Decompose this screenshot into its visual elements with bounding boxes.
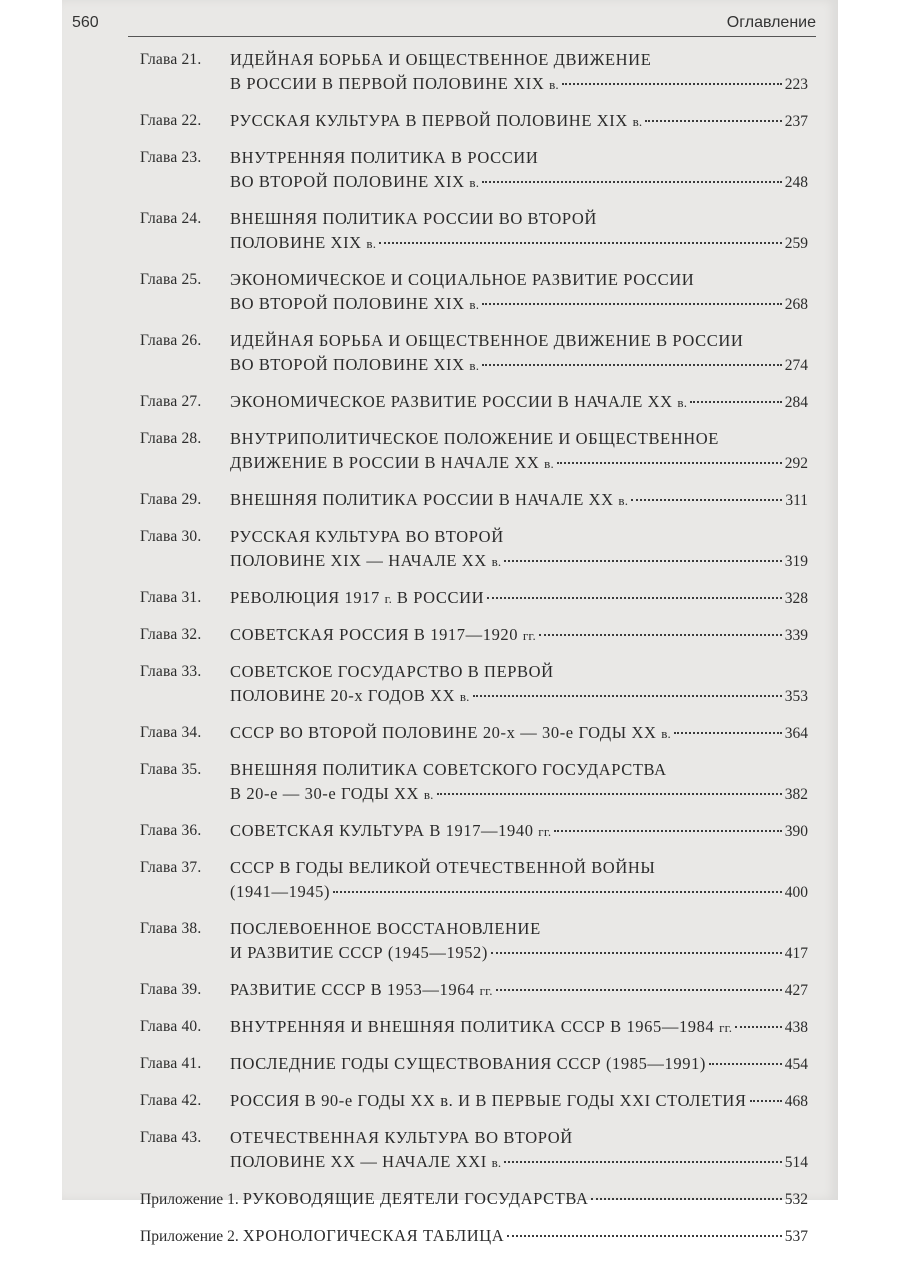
toc-entry (140, 268, 808, 317)
running-header (72, 8, 816, 38)
chapter-label: Глава 30. (140, 528, 202, 545)
chapter-title-text: ПОЛОВИНЕ 20-х ГОДОВ XX в. (230, 686, 470, 705)
section-title: Оглавление (726, 14, 816, 31)
toc-entry (140, 1089, 808, 1114)
chapter-page-number: 514 (784, 1154, 808, 1171)
chapter-title (230, 721, 808, 746)
chapter-title-line: ВНЕШНЯЯ ПОЛИТИКА СОВЕТСКОГО ГОСУДАРСТВА (230, 760, 667, 779)
chapter-title-text: В 20-е — 30-е ГОДЫ XX в. (230, 784, 434, 803)
chapter-title (230, 427, 808, 476)
chapter-title-suffix: в. (491, 1155, 502, 1170)
chapter-title-suffix: гг. (522, 628, 536, 643)
chapter-label: Глава 42. (140, 1092, 202, 1109)
chapter-title-suffix: в. (491, 554, 502, 569)
appendix-label: Приложение 2. (140, 1228, 239, 1245)
chapter-title-suffix: в. (549, 77, 559, 92)
chapter-page-number: 364 (784, 725, 808, 742)
toc-entry (140, 146, 808, 195)
chapter-title-line: ПОСЛЕВОЕННОЕ ВОССТАНОВЛЕНИЕ (230, 919, 541, 938)
chapter-title-text: ВО ВТОРОЙ ПОЛОВИНЕ XIX в. (230, 355, 480, 374)
chapter-title-text: РЕВОЛЮЦИЯ 1917 г. В РОССИИ (230, 588, 485, 607)
chapter-label: Глава 36. (140, 822, 202, 839)
appendix-title: ХРОНОЛОГИЧЕСКАЯ ТАБЛИЦА (242, 1226, 505, 1245)
chapter-page-number: 400 (784, 884, 808, 901)
chapter-title-line: ВНЕШНЯЯ ПОЛИТИКА РОССИИ ВО ВТОРОЙ (230, 209, 597, 228)
chapter-title-last-line (230, 978, 808, 1003)
chapter-title (230, 1089, 808, 1114)
toc-entry (140, 109, 808, 134)
chapter-title-last-line (230, 1015, 808, 1040)
chapter-page-number: 328 (784, 590, 808, 607)
chapter-title-last-line (230, 170, 808, 195)
dot-leader (690, 401, 782, 403)
chapter-title (230, 48, 808, 97)
chapter-title-last-line (230, 451, 808, 476)
chapter-title-suffix: в. (469, 358, 480, 373)
chapter-title-text: СССР ВО ВТОРОЙ ПОЛОВИНЕ 20-х — 30-е ГОДЫ XX в. (230, 723, 672, 742)
chapter-title-suffix: в. (459, 689, 470, 704)
dot-leader (482, 181, 782, 183)
dot-leader (482, 364, 782, 366)
dot-leader (473, 695, 782, 697)
chapter-page-number: 438 (784, 1019, 808, 1036)
toc-entry (140, 1015, 808, 1040)
toc-entry (140, 1126, 808, 1175)
chapter-title-text: ВО ВТОРОЙ ПОЛОВИНЕ XIX в. (230, 294, 480, 313)
toc-entry (140, 660, 808, 709)
chapter-page-number: 268 (784, 296, 808, 313)
chapter-label: Глава 43. (140, 1129, 202, 1146)
toc-entry (140, 917, 808, 966)
toc-entry (140, 721, 808, 746)
chapter-title-last-line (230, 721, 808, 746)
toc-entry (140, 1052, 808, 1077)
dot-leader (482, 303, 782, 305)
chapter-title-text: ПОЛОВИНЕ XIX в. (230, 233, 377, 252)
chapter-title-suffix: в. (366, 236, 377, 251)
chapter-title-line: ОТЕЧЕСТВЕННАЯ КУЛЬТУРА ВО ВТОРОЙ (230, 1128, 573, 1147)
chapter-title-line: ЭКОНОМИЧЕСКОЕ И СОЦИАЛЬНОЕ РАЗВИТИЕ РОССИИ (230, 270, 695, 289)
chapter-title (230, 917, 808, 966)
toc-entry (140, 427, 808, 476)
chapter-title-text: (1941—1945) (230, 882, 331, 901)
dot-leader (631, 499, 782, 501)
chapter-title (230, 978, 808, 1003)
chapter-title (230, 819, 808, 844)
chapter-page-number: 339 (784, 627, 808, 644)
chapter-title (230, 488, 808, 513)
chapter-title-last-line (230, 390, 808, 415)
dot-leader (645, 120, 781, 122)
header-rule (128, 36, 816, 37)
chapter-title-last-line (230, 782, 808, 807)
chapter-title (230, 207, 808, 256)
chapter-title (230, 1052, 808, 1077)
chapter-title-suffix: в. (544, 456, 554, 471)
chapter-title-last-line (230, 353, 808, 378)
chapter-title-suffix: в. (618, 493, 629, 508)
chapter-page-number: 292 (784, 455, 808, 472)
appendix-entry (140, 1224, 808, 1249)
toc-entry (140, 390, 808, 415)
chapter-label: Глава 34. (140, 724, 202, 741)
chapter-title (230, 660, 808, 709)
chapter-page-number: 284 (784, 394, 808, 411)
chapter-title-last-line (230, 623, 808, 648)
chapter-title (230, 856, 808, 905)
toc-entry (140, 819, 808, 844)
chapter-label: Глава 31. (140, 589, 202, 606)
chapter-title-suffix: в. (423, 787, 434, 802)
chapter-title-suffix: г. (384, 591, 393, 606)
chapter-title-last-line (230, 586, 808, 611)
appendix-label: Приложение 1. (140, 1191, 239, 1208)
chapter-label: Глава 29. (140, 491, 202, 508)
chapter-title-last-line (230, 231, 808, 256)
chapter-page-number: 382 (784, 786, 808, 803)
chapter-label: Глава 33. (140, 663, 202, 680)
dot-leader (333, 891, 782, 893)
chapter-title-text: РУССКАЯ КУЛЬТУРА В ПЕРВОЙ ПОЛОВИНЕ XIX в. (230, 111, 643, 130)
chapter-title (230, 390, 808, 415)
chapter-title-last-line (230, 819, 808, 844)
chapter-title (230, 329, 808, 378)
toc-entry (140, 329, 808, 378)
toc-entry (140, 978, 808, 1003)
chapter-page-number: 417 (784, 945, 808, 962)
chapter-title-suffix: в. (469, 297, 480, 312)
chapter-title-text: ПОЛОВИНЕ XIX — НАЧАЛЕ XX в. (230, 551, 502, 570)
chapter-title-last-line (230, 72, 808, 97)
chapter-title-line: СОВЕТСКОЕ ГОСУДАРСТВО В ПЕРВОЙ (230, 662, 554, 681)
dot-leader (735, 1026, 782, 1028)
toc-entry (140, 525, 808, 574)
chapter-label: Глава 28. (140, 430, 202, 447)
toc-entry (140, 758, 808, 807)
chapter-title-last-line (230, 880, 808, 905)
chapter-title (230, 623, 808, 648)
dot-leader (674, 732, 782, 734)
chapter-title (230, 109, 808, 134)
chapter-title-text: И РАЗВИТИЕ СССР (1945—1952) (230, 943, 489, 962)
dot-leader (496, 989, 782, 991)
chapter-title-last-line (230, 684, 808, 709)
dot-leader (504, 560, 781, 562)
chapter-page-number: 353 (784, 688, 808, 705)
chapter-title (230, 146, 808, 195)
chapter-label: Глава 39. (140, 981, 202, 998)
chapter-label: Глава 37. (140, 859, 202, 876)
chapter-label: Глава 21. (140, 51, 202, 68)
chapter-page-number: 319 (784, 553, 808, 570)
chapter-title-text: ВНЕШНЯЯ ПОЛИТИКА РОССИИ В НАЧАЛЕ XX в. (230, 490, 629, 509)
chapter-title-suffix: в. (677, 395, 688, 410)
toc-entry (140, 856, 808, 905)
chapter-page-number: 248 (784, 174, 808, 191)
chapter-title (230, 268, 808, 317)
chapter-title-line: СССР В ГОДЫ ВЕЛИКОЙ ОТЕЧЕСТВЕННОЙ ВОЙНЫ (230, 858, 656, 877)
toc-entry (140, 488, 808, 513)
chapter-page-number: 274 (784, 357, 808, 374)
appendix-line (140, 1224, 808, 1249)
toc-entry (140, 207, 808, 256)
chapter-title-text: В РОССИИ В ПЕРВОЙ ПОЛОВИНЕ XIX в. (230, 74, 559, 93)
chapter-title (230, 1015, 808, 1040)
appendix-page-number: 537 (784, 1228, 808, 1245)
chapter-title-text: ПОЛОВИНЕ XX — НАЧАЛЕ XXI в. (230, 1152, 502, 1171)
table-of-contents (140, 48, 808, 1261)
chapter-title-line: ИДЕЙНАЯ БОРЬБА И ОБЩЕСТВЕННОЕ ДВИЖЕНИЕ (230, 50, 652, 69)
dot-leader (504, 1161, 781, 1163)
chapter-label: Глава 38. (140, 920, 202, 937)
dot-leader (709, 1063, 782, 1065)
chapter-title-text: СОВЕТСКАЯ РОССИЯ В 1917—1920 гг. (230, 625, 536, 644)
dot-leader (562, 83, 782, 85)
chapter-title-text: ДВИЖЕНИЕ В РОССИИ В НАЧАЛЕ XX в. (230, 453, 554, 472)
chapter-title-last-line (230, 488, 808, 513)
appendix-title: РУКОВОДЯЩИЕ ДЕЯТЕЛИ ГОСУДАРСТВА (242, 1189, 589, 1208)
chapter-page-number: 223 (784, 76, 808, 93)
chapter-label: Глава 32. (140, 626, 202, 643)
chapter-page-number: 427 (784, 982, 808, 999)
dot-leader (487, 597, 782, 599)
chapter-page-number: 237 (784, 113, 808, 130)
chapter-title-suffix: гг. (479, 983, 493, 998)
chapter-page-number: 468 (784, 1093, 808, 1110)
chapter-title-text: ВО ВТОРОЙ ПОЛОВИНЕ XIX в. (230, 172, 480, 191)
dot-leader (554, 830, 781, 832)
chapter-label: Глава 26. (140, 332, 202, 349)
chapter-title (230, 758, 808, 807)
chapter-title-suffix: в. (469, 175, 480, 190)
dot-leader (507, 1235, 781, 1237)
chapter-title-text: СОВЕТСКАЯ КУЛЬТУРА В 1917—1940 гг. (230, 821, 552, 840)
chapter-title (230, 586, 808, 611)
toc-entry (140, 48, 808, 97)
chapter-title-text: РОССИЯ В 90-е ГОДЫ XX в. И В ПЕРВЫЕ ГОДЫ XXI СТОЛЕТИЯ (230, 1091, 747, 1110)
appendix-page-number: 532 (784, 1191, 808, 1208)
chapter-page-number: 454 (784, 1056, 808, 1073)
dot-leader (379, 242, 782, 244)
chapter-label: Глава 41. (140, 1055, 202, 1072)
chapter-label: Глава 25. (140, 271, 202, 288)
chapter-title-line: ВНУТРЕННЯЯ ПОЛИТИКА В РОССИИ (230, 148, 539, 167)
toc-entry (140, 623, 808, 648)
dot-leader (750, 1100, 782, 1102)
chapter-label: Глава 27. (140, 393, 202, 410)
chapter-title (230, 525, 808, 574)
chapter-page-number: 311 (785, 492, 808, 509)
chapter-title-last-line (230, 292, 808, 317)
chapter-title-last-line (230, 109, 808, 134)
page-number: 560 (72, 14, 99, 31)
chapter-label: Глава 35. (140, 761, 202, 778)
chapter-title-suffix: в. (632, 114, 643, 129)
chapter-title-last-line (230, 1089, 808, 1114)
chapter-label: Глава 22. (140, 112, 202, 129)
chapter-title-last-line (230, 1052, 808, 1077)
chapter-title-text: ПОСЛЕДНИЕ ГОДЫ СУЩЕСТВОВАНИЯ СССР (1985—1991) (230, 1054, 707, 1073)
chapter-title-line: ВНУТРИПОЛИТИЧЕСКОЕ ПОЛОЖЕНИЕ И ОБЩЕСТВЕННОЕ (230, 429, 719, 448)
chapter-title-suffix: в. (661, 726, 672, 741)
chapter-title-last-line (230, 941, 808, 966)
toc-entry (140, 586, 808, 611)
dot-leader (557, 462, 782, 464)
chapter-label: Глава 40. (140, 1018, 202, 1035)
chapter-title-text: РАЗВИТИЕ СССР В 1953—1964 гг. (230, 980, 493, 999)
dot-leader (539, 634, 782, 636)
chapter-page-number: 390 (784, 823, 808, 840)
chapter-page-number: 259 (784, 235, 808, 252)
chapter-title-suffix: гг. (719, 1020, 733, 1035)
chapter-label: Глава 24. (140, 210, 202, 227)
chapter-title (230, 1126, 808, 1175)
chapter-title-line: РУССКАЯ КУЛЬТУРА ВО ВТОРОЙ (230, 527, 504, 546)
chapter-title-text: ЭКОНОМИЧЕСКОЕ РАЗВИТИЕ РОССИИ В НАЧАЛЕ XX в. (230, 392, 688, 411)
dot-leader (491, 952, 782, 954)
chapter-title-text: ВНУТРЕННЯЯ И ВНЕШНЯЯ ПОЛИТИКА СССР В 1965—1984 гг. (230, 1017, 733, 1036)
chapter-title-suffix: гг. (538, 824, 552, 839)
chapter-label: Глава 23. (140, 149, 202, 166)
chapter-title-last-line (230, 549, 808, 574)
chapter-title-line: ИДЕЙНАЯ БОРЬБА И ОБЩЕСТВЕННОЕ ДВИЖЕНИЕ В РОССИИ (230, 331, 744, 350)
dot-leader (437, 793, 782, 795)
chapter-title-last-line (230, 1150, 808, 1175)
